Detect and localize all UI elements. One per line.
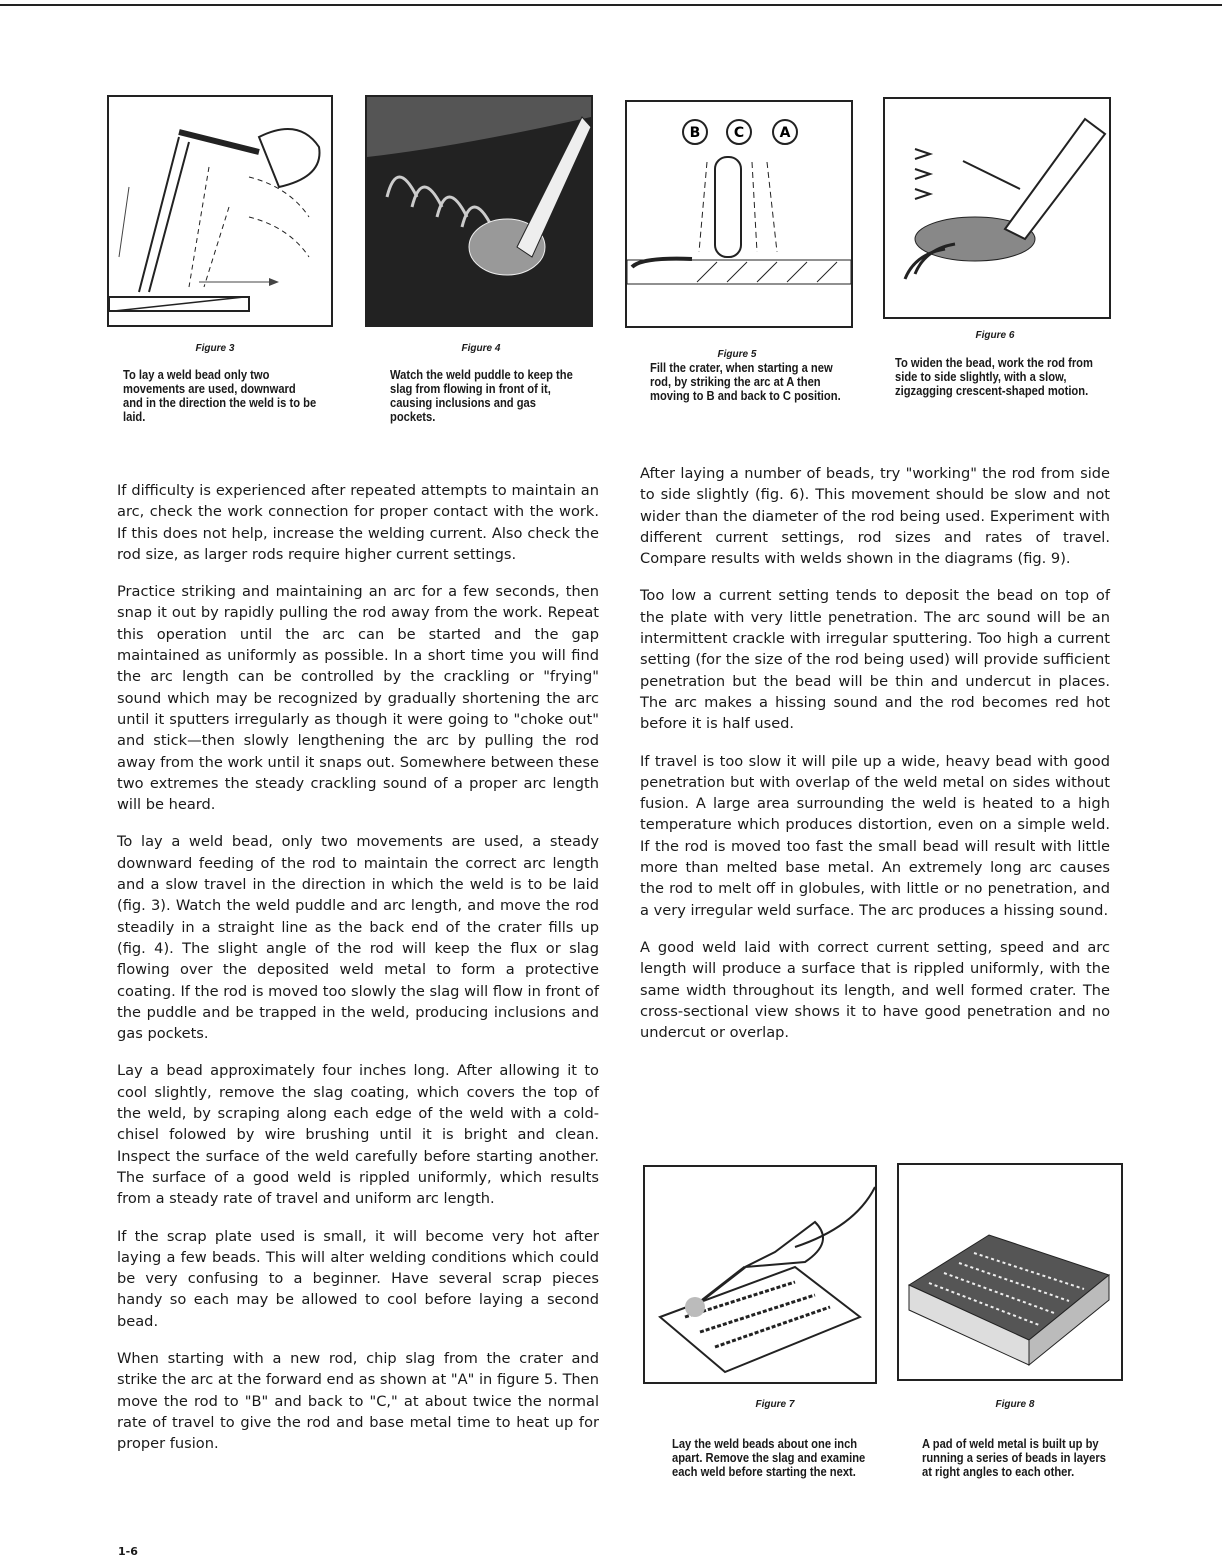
figure-5-caption: Fill the crater, when starting a new rod, by striking the arc at A then moving to B and back to C position. [650, 360, 841, 403]
figure-8-label: Figure 8 [995, 1399, 1035, 1410]
paragraph: A good weld laid with correct current setting, speed and arc length will produce a surface that is rippled uniformly, with the same width throughout its length, and well formed crater. The cross-sectional view shows it to have good penetration and no undercut or overlap. [640, 938, 1110, 1042]
top-rule [0, 4, 1222, 6]
figure-3-caption: To lay a weld bead only two movements are used, downward and in the direction the weld is to be laid. [123, 367, 317, 424]
figure-8-caption: A pad of weld metal is built up by running a series of beads in layers at right angles to each other. [922, 1436, 1106, 1479]
marker-b [683, 120, 707, 144]
marker-a [773, 120, 797, 144]
figure-5-illustration [625, 100, 853, 328]
marker-c [727, 120, 751, 144]
paragraph: If travel is too slow it will pile up a wide, heavy bead with good penetration but with overlap of the weld metal on sides without fusion. A large area surrounding the weld is heated to a high temperature which produces distortion, even on a simple weld. If the rod is moved too fast the small bead will result with little more than melted base metal. An extremely long arc causes the rod to melt off in globules, with little or no penetration, and a very irregular weld surface. The arc produces a hissing sound. [640, 752, 1110, 919]
paragraph: When starting with a new rod, chip slag from the crater and strike the arc at the forward end as shown at "A" in figure 5. Then move the rod to "B" and back to "C," at about twice the normal rate of travel to give the rod and base metal time to heat up for proper fusion. [117, 1349, 599, 1453]
svg-text:C: C [733, 125, 745, 141]
svg-text:B: B [689, 125, 701, 141]
paragraph: Practice striking and maintaining an arc for a few seconds, then snap it out by rapidly pulling the rod away from the work. Repeat this operation until the arc can be started and the gap maintained as uniformly as possible. In a short time you will find the arc length can be controlled by the crackling or "frying" sound which may be recognized by gradually shortening the arc until it sputters irregularly as though it were going to "choke out" and stick—then slowly lengthening the arc by pulling the rod away from the work until it snaps out. Somewhere between these two extremes the steady crackling sound of a proper arc length will be heard. [117, 583, 599, 814]
figure-4-illustration [365, 95, 593, 327]
figure-4-caption: Watch the weld puddle to keep the slag from flowing in front of it, causing inclusions and gas pockets. [390, 367, 573, 424]
figure-5-label: Figure 5 [717, 349, 757, 360]
figure-7-illustration [643, 1165, 877, 1384]
figure-7-caption: Lay the weld beads about one inch apart. Remove the slag and examine each weld before starting the next. [672, 1436, 866, 1479]
paragraph: After laying a number of beads, try "working" the rod from side to side slightly (fig. 6). This movement should be slow and not wider than the diameter of the rod being used. Experiment with different current settings, rod sizes and rates of travel. Compare results with welds shown in the diagrams (fig. 9). [640, 465, 1110, 568]
paragraph: If the scrap plate used is small, it will become very hot after laying a few beads. This will alter welding conditions which could be very confusing to a beginner. Have several scrap pieces handy so each may be allowed to cool before laying a second bead. [117, 1227, 599, 1330]
svg-text:A: A [779, 125, 791, 141]
paragraph: Too low a current setting tends to deposit the bead on top of the plate with very little penetration. The arc sound will be an intermittent crackle with irregular sputtering. Too high a current setting (for the size of the rod being used) will provide sufficient penetration but the bead will be thin and undercut in places. The arc makes a hissing sound and the rod becomes red hot before it is half used. [640, 587, 1110, 733]
figure-6-label: Figure 6 [975, 330, 1015, 341]
figure-7-label: Figure 7 [755, 1399, 795, 1410]
figure-6-caption: To widen the bead, work the rod from side to side slightly, with a slow, zigzagging crescent-shaped motion. [895, 355, 1093, 398]
paragraph: To lay a weld bead, only two movements are used, a steady downward feeding of the rod to maintain the correct arc length and a slow travel in the direction in which the weld is to be laid (fig. 3). Watch the weld puddle and arc length, and move the rod steadily in a straight line as the back end of the crater fills up (fig. 4). The slight angle of the rod will keep the flux or slag flowing over the deposited weld metal to form a protective coating. If the rod is moved too slowly the slag will flow in front of the puddle and be trapped in the weld, producing inclusions and gas pockets. [117, 833, 599, 1043]
paragraph: If difficulty is experienced after repeated attempts to maintain an arc, check the work connection for proper contact with the work. If this does not help, increase the welding current. Also check the rod size, as larger rods require higher current settings. [117, 482, 599, 563]
paragraph: Lay a bead approximately four inches long. After allowing it to cool slightly, remove the slag coating, which covers the top of the weld, by scraping along each edge of the weld with a cold-chisel folowed by wire brushing until it is bright and clean. Inspect the surface of the weld carefully before starting another. The surface of a good weld is rippled uniformly, which results from a steady rate of travel and uniform arc length. [117, 1062, 599, 1208]
left-column [117, 480, 599, 1470]
figure-6-illustration [883, 97, 1111, 319]
figure-4-label: Figure 4 [461, 343, 501, 354]
figure-3-illustration [107, 95, 333, 327]
figure-3-label: Figure 3 [195, 343, 235, 354]
figure-8-illustration [897, 1163, 1123, 1381]
right-column [640, 463, 1110, 1059]
page-number: 1-6 [118, 1545, 138, 1558]
